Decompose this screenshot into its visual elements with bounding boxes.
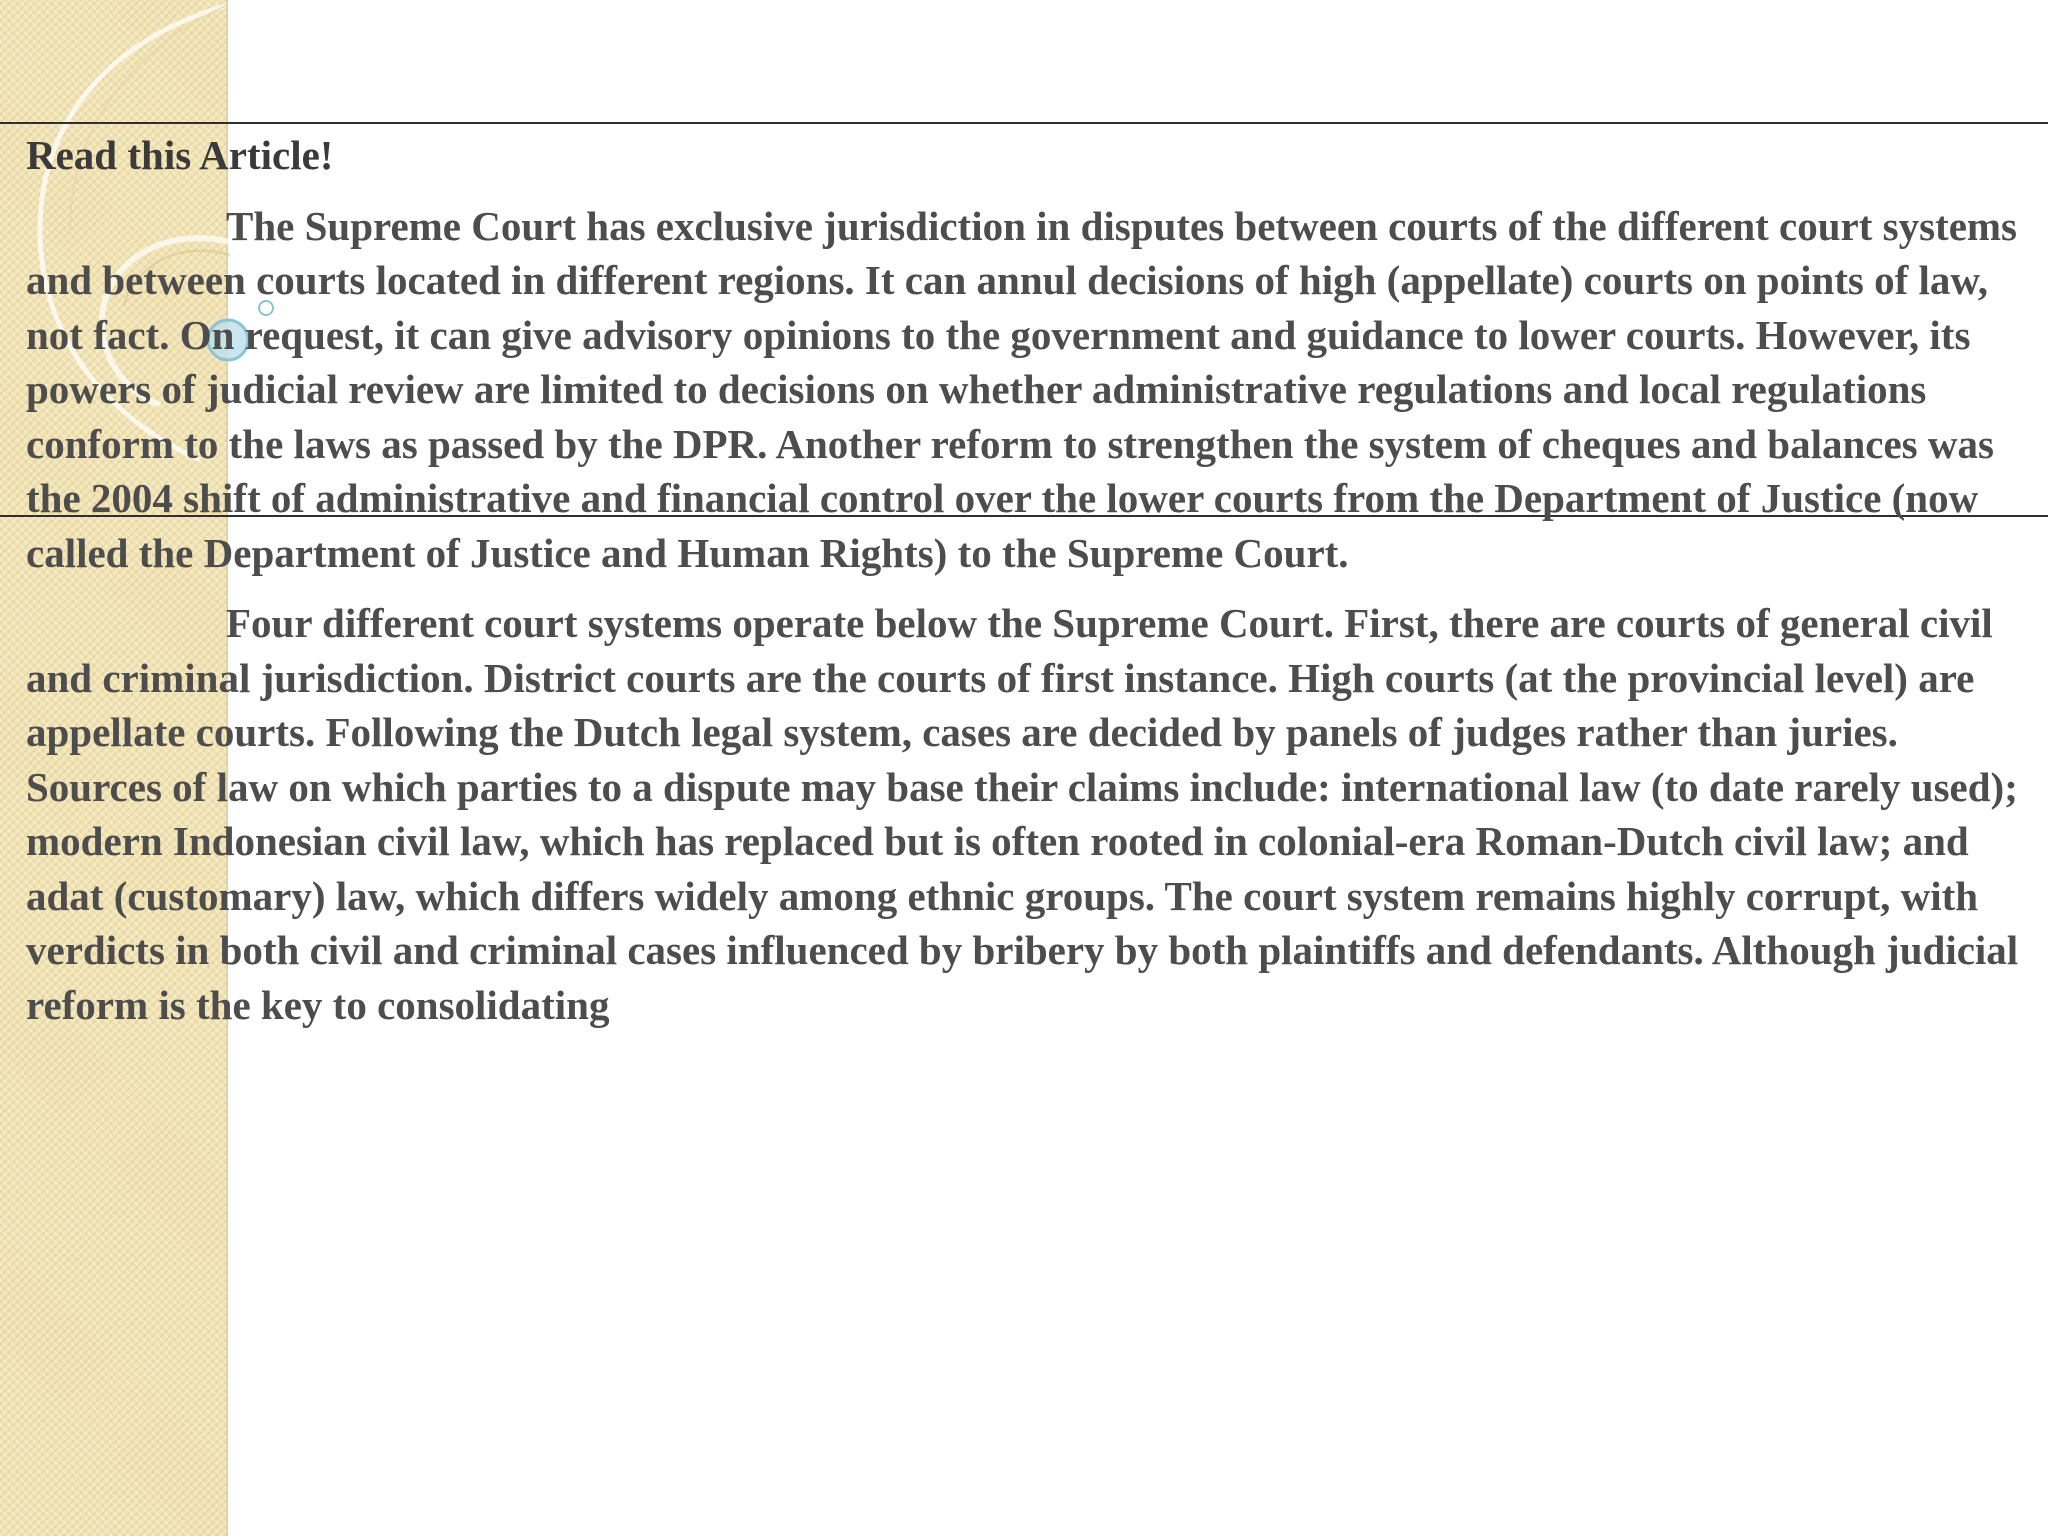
article-body — [26, 128, 2036, 1048]
paragraph-court-systems: Four different court systems operate below the Supreme Court. First, there are courts of general civil and criminal jurisdiction. District courts are the courts of first instance. High courts (at the provincial level) are appellate courts. Following the Dutch legal system, cases are decided by panels of judges rather than juries. Sources of law on which parties to a dispute may base their claims include: international law (to date rarely used); modern Indonesian civil law, which has replaced but is often rooted in colonial-era Roman-Dutch civil law; and adat (customary) law, which differs widely among ethnic groups. The court system remains highly corrupt, with verdicts in both civil and criminal cases influenced by bribery by both plaintiffs and defendants. Although judicial reform is the key to consolidating — [26, 600, 2019, 1028]
paragraph-supreme-court: The Supreme Court has exclusive jurisdiction in disputes between courts of the different court systems and between courts located in different regions. It can annul decisions of high (appellate) courts on points of law, not fact. On request, it can give advisory opinions to the government and guidance to lower courts. However, its powers of judicial review are limited to decisions on whether administrative regulations and local regulations conform to the laws as passed by the DPR. Another reform to strengthen the system of cheques and balances was the 2004 shift of administrative and financial control over the lower courts from the Department of Justice (now called the Department of Justice and Human Rights) to the Supreme Court. — [26, 202, 2018, 576]
article-heading: Read this Article! — [26, 132, 334, 178]
top-divider — [0, 122, 2048, 124]
